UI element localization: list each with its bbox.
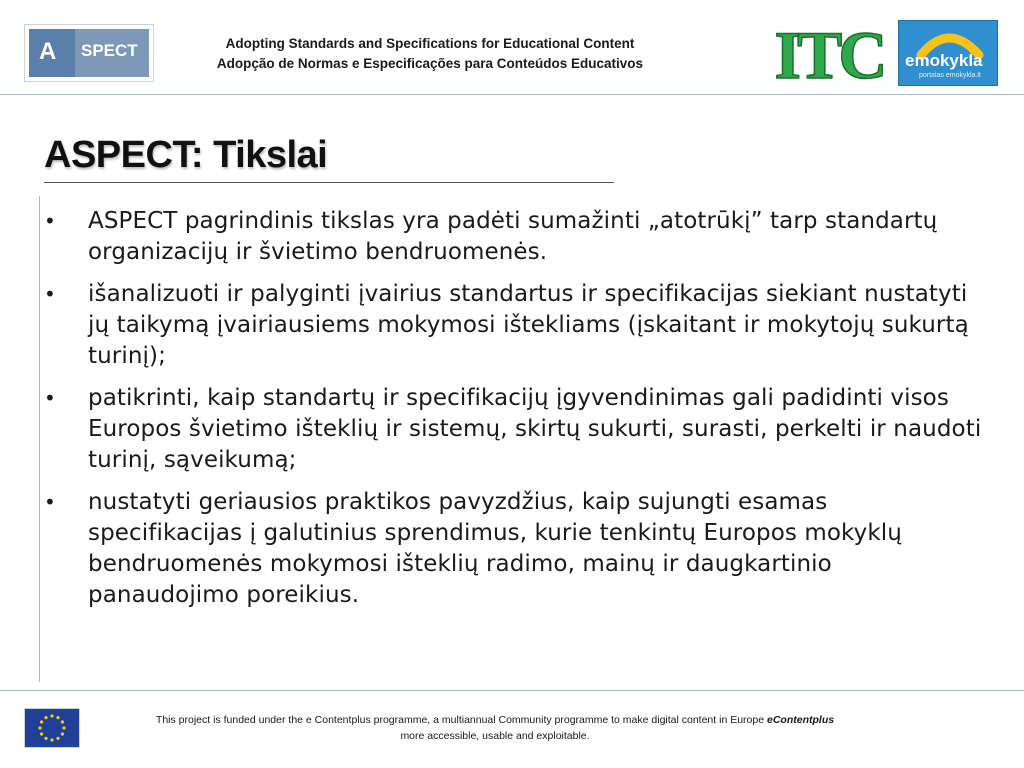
bullet-list xyxy=(44,206,984,622)
bullet-text: nustatyti geriausios praktikos pavyzdžius, kaip sujungti esamas specifikacijas į galutinius sprendimus, kurie tenkintų Europos mokyklų bendruomenės mokymosi išteklių radimo, mainų ir daugkartinio panaudojimo poreikius. xyxy=(88,489,902,608)
slide-title: ASPECT: Tikslai xyxy=(44,134,328,176)
bullet-icon: • xyxy=(44,490,56,514)
bullet-text: išanalizuoti ir palyginti įvairius standartus ir specifikacijas siekiant nustatyti jų taikymą įvairiausiems mokymosi ištekliams (įskaitant ir mokytojų sukurtą turinį); xyxy=(88,281,969,369)
itc-logo-text: ITC xyxy=(774,18,884,84)
footer-divider xyxy=(0,690,1024,691)
project-title-en: Adopting Standards and Specifications for Educational Content xyxy=(225,36,635,51)
bullet-icon: • xyxy=(44,386,56,410)
aspect-logo-letter: A xyxy=(39,38,57,65)
itc-logo xyxy=(770,18,888,84)
bullet-text: ASPECT pagrindinis tikslas yra padėti sumažinti „atotrūkį” tarp standartų organizacijų ir švietimo bendruomenės. xyxy=(88,208,938,265)
bullet-text: patikrinti, kaip standartų ir specifikacijų įgyvendinimas gali padidinti visos Europos švietimo išteklių ir sistemų, skirtų sukurti, surasti, perkelti ir naudoti turinį, sąveikumą; xyxy=(88,385,982,473)
emokykla-logo xyxy=(898,20,998,86)
emokykla-logo-text: emokykla xyxy=(905,51,983,70)
econtentplus-brand xyxy=(767,714,834,726)
econtentplus-prefix: eContent xyxy=(766,714,813,726)
eu-flag-icon xyxy=(24,708,80,748)
econtentplus-suffix: plus xyxy=(812,714,835,726)
title-underline xyxy=(44,182,614,183)
funding-notice-text: This project is funded under the e Contentplus programme, a multiannual Community programme to make digital content in Europe xyxy=(155,714,765,726)
side-divider xyxy=(39,196,40,682)
bullet-icon: • xyxy=(44,282,56,306)
bullet-item xyxy=(44,487,984,611)
project-title xyxy=(180,34,680,74)
bullet-item xyxy=(44,279,984,372)
funding-notice-line1 xyxy=(100,712,890,728)
aspect-logo-word: SPECT xyxy=(81,41,138,60)
bullet-icon: • xyxy=(44,209,56,233)
bullet-item xyxy=(44,383,984,476)
header-divider xyxy=(0,94,1024,95)
emokykla-logo-subtext: portalas emokykla.lt xyxy=(919,72,981,79)
project-title-pt: Adopção de Normas e Especificações para Conteúdos Educativos xyxy=(216,56,644,71)
funding-notice xyxy=(100,712,890,744)
bullet-item xyxy=(44,206,984,268)
aspect-logo xyxy=(24,24,154,82)
funding-notice-line2: more accessible, usable and exploitable. xyxy=(400,730,590,742)
